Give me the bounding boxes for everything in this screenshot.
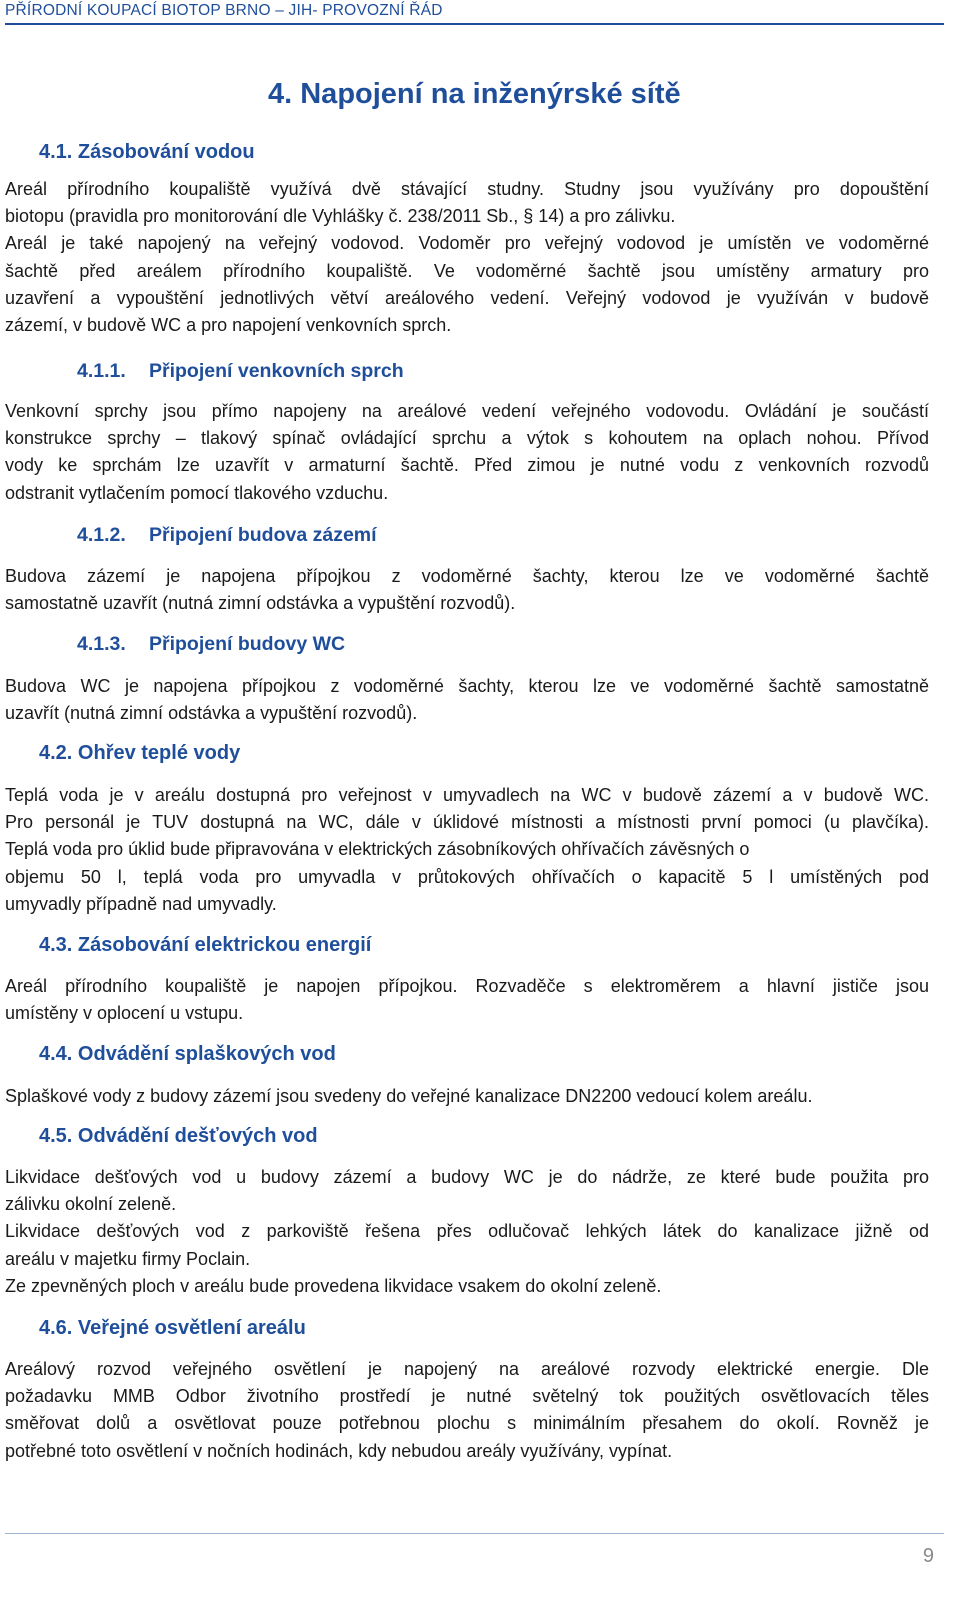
section-heading-4-1: 4.1. Zásobování vodou bbox=[39, 141, 255, 163]
section-4-1-text bbox=[5, 176, 929, 339]
text-line: Ze zpevněných ploch v areálu bude provedena likvidace vsakem do okolní zeleně. bbox=[5, 1275, 662, 1296]
section-4-3-text bbox=[5, 973, 929, 1027]
text-line: zálivku okolní zeleně. bbox=[5, 1194, 177, 1215]
section-title: Připojení budova zázemí bbox=[149, 524, 377, 546]
text-line: Areál přírodního koupaliště je napojen přípojkou. Rozvaděče s elektroměrem a hlavní jističe jsou bbox=[5, 976, 929, 996]
text-line: šachtě před areálem přírodního koupaliště. Ve vodoměrné šachtě jsou umístěny armatury pro bbox=[5, 260, 929, 281]
text-line: Areál přírodního koupaliště využívá dvě stávající studny. Studny jsou využívány pro dopouštění bbox=[5, 179, 929, 199]
page-number: 9 bbox=[922, 1545, 934, 1567]
section-4-5-text bbox=[5, 1164, 929, 1300]
text-line: Likvidace dešťových vod z parkoviště řešena přes odlučovač lehkých látek do kanalizace jižně od bbox=[5, 1221, 929, 1242]
text-line: Budova zázemí je napojena přípojkou z vodoměrné šachty, kterou lze ve vodoměrné šachtě bbox=[5, 566, 929, 586]
text-line: biotopu (pravidla pro monitorování dle Vyhlášky č. 238/2011 Sb., § 14) a pro zálivku. bbox=[5, 206, 676, 227]
text-line: Pro personál je TUV dostupná na WC, dále v úklidové místnosti a místnosti první pomoci (u plavčíka). bbox=[5, 812, 929, 833]
section-title: Připojení budovy WC bbox=[149, 633, 346, 655]
text-line: objemu 50 l, teplá voda pro umyvadla v průtokových ohřívačích o kapacitě 5 l umístěných pod bbox=[5, 866, 929, 887]
section-heading-4-1-2 bbox=[77, 524, 377, 547]
text-line: požadavku MMB Odbor životního prostředí je nutné světelný tok použitých osvětlovacích těles bbox=[5, 1386, 929, 1407]
text-line: Teplá voda je v areálu dostupná pro veřejnost v umyvadlech na WC v budově zázemí a v budově WC. bbox=[5, 785, 929, 805]
section-title: Připojení venkovních sprch bbox=[149, 360, 404, 382]
section-4-1-3-text bbox=[5, 673, 929, 727]
text-line: Venkovní sprchy jsou přímo napojeny na areálové vedení veřejného vodovodu. Ovládání je součástí bbox=[5, 401, 929, 421]
section-number: 4.1.2. bbox=[77, 524, 126, 546]
section-heading-4-6: 4.6. Veřejné osvětlení areálu bbox=[39, 1317, 306, 1339]
text-line: konstrukce sprchy – tlakový spínač ovládající sprchu a výtok s kohoutem na oplach nohou. Přívod bbox=[5, 428, 929, 449]
text-line: areálu v majetku firmy Poclain. bbox=[5, 1248, 251, 1269]
header-rule bbox=[5, 23, 944, 25]
running-header: PŘÍRODNÍ KOUPACÍ BIOTOP BRNO – JIH- PROVOZNÍ ŘÁD bbox=[5, 2, 443, 19]
text-line: umístěny v oplocení u vstupu. bbox=[5, 1003, 244, 1024]
section-number: 4.1.1. bbox=[77, 360, 126, 382]
section-heading-4-1-1 bbox=[77, 360, 404, 383]
text-line: zázemí, v budově WC a pro napojení venkovních sprch. bbox=[5, 315, 452, 336]
text-line: umyvadly případně nad umyvadly. bbox=[5, 893, 277, 914]
text-line: odstranit vytlačením pomocí tlakového vzduchu. bbox=[5, 482, 389, 503]
text-line: potřebné toto osvětlení v nočních hodinách, kdy nebudou areály využívány, vypínat. bbox=[5, 1440, 673, 1461]
footer-rule bbox=[5, 1533, 944, 1534]
text-line: vody ke sprchám lze uzavřít v armaturní šachtě. Před zimou je nutné vodu z venkovních rozvodů bbox=[5, 455, 929, 476]
section-4-1-1-text bbox=[5, 398, 929, 507]
text-line: Splaškové vody z budovy zázemí jsou svedeny do veřejné kanalizace DN2200 vedoucí kolem areálu. bbox=[5, 1086, 813, 1106]
text-line: směřovat dolů a osvětlovat pouze potřebnou plochu s minimálním přesahem do okolí. Rovněž je bbox=[5, 1413, 929, 1434]
text-line: Teplá voda pro úklid bude připravována v elektrických zásobníkových ohřívačích závěsných o bbox=[5, 839, 750, 860]
section-heading-4-2: 4.2. Ohřev teplé vody bbox=[39, 742, 241, 764]
section-number: 4.1.3. bbox=[77, 633, 126, 655]
chapter-title: 4. Napojení na inženýrské sítě bbox=[268, 78, 681, 110]
section-heading-4-1-3 bbox=[77, 633, 345, 656]
section-heading-4-4: 4.4. Odvádění splaškových vod bbox=[39, 1043, 336, 1065]
text-line: uzavření a vypouštění jednotlivých větví areálového vedení. Veřejný vodovod je využíván v budově bbox=[5, 287, 929, 308]
text-line: uzavřít (nutná zimní odstávka a vypuštění rozvodů). bbox=[5, 703, 418, 724]
text-line: Areálový rozvod veřejného osvětlení je napojený na areálové rozvody elektrické energie. Dle bbox=[5, 1359, 929, 1379]
section-heading-4-5: 4.5. Odvádění dešťových vod bbox=[39, 1125, 318, 1147]
section-heading-4-3: 4.3. Zásobování elektrickou energií bbox=[39, 934, 372, 956]
section-4-1-2-text bbox=[5, 563, 929, 617]
text-line: Budova WC je napojena přípojkou z vodoměrné šachty, kterou lze ve vodoměrné šachtě samostatně bbox=[5, 676, 929, 696]
section-4-4-text bbox=[5, 1083, 929, 1110]
section-4-2-text bbox=[5, 782, 929, 918]
text-line: Likvidace dešťových vod u budovy zázemí a budovy WC je do nádrže, ze které bude použita pro bbox=[5, 1167, 929, 1187]
section-4-6-text bbox=[5, 1356, 929, 1465]
text-line: samostatně uzavřít (nutná zimní odstávka a vypuštění rozvodů). bbox=[5, 593, 516, 614]
text-line: Areál je také napojený na veřejný vodovod. Vodoměr pro veřejný vodovod je umístěn ve vodoměrné bbox=[5, 233, 929, 254]
